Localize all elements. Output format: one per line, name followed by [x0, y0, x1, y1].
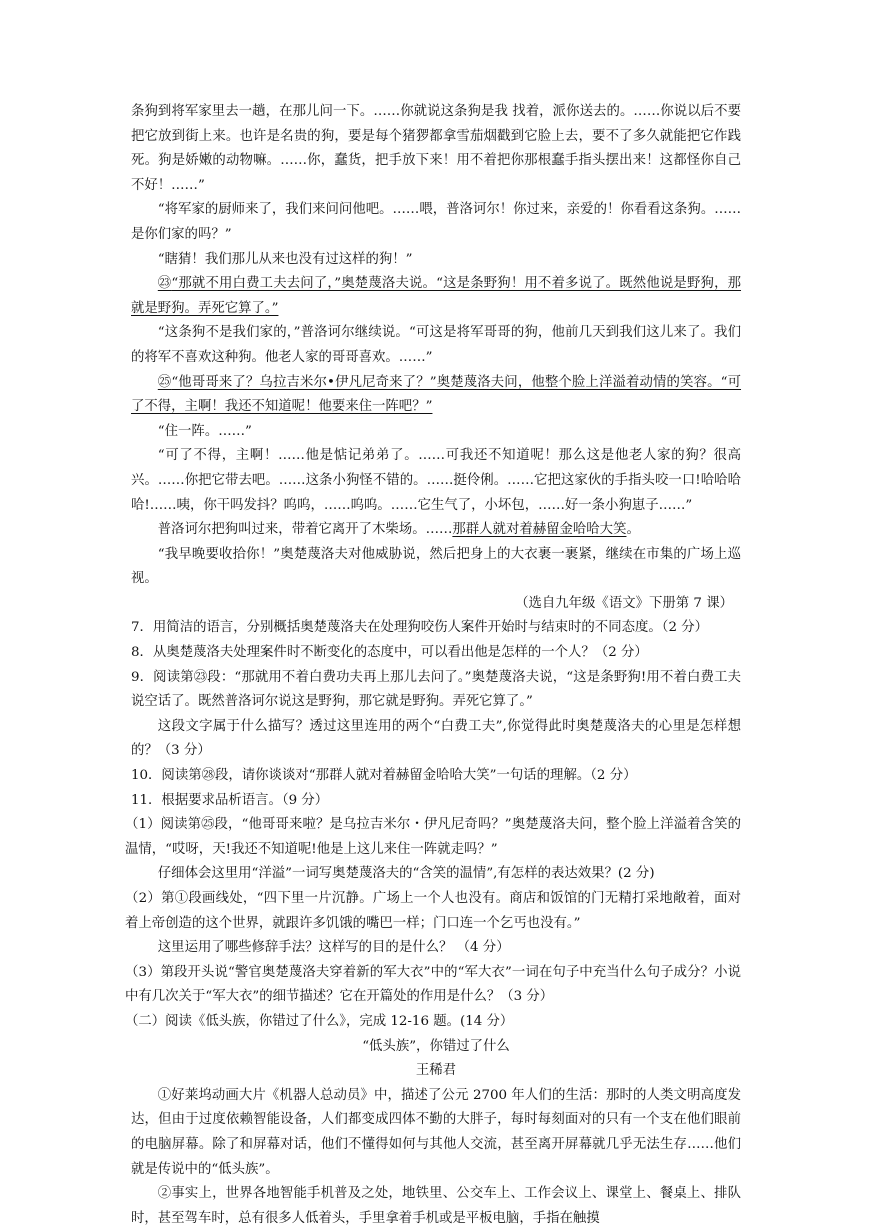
story-paragraph: “这条狗不是我们家的，”普洛诃尔继续说。“可这是将军哥哥的狗，他前几天到我们这儿来了。我们的将军不喜欢这种狗。他老人家的哥哥喜欢。……”	[131, 325, 741, 365]
article-paragraph: ①好莱坞动画大片《机器人总动员》中，描述了公元 2700 年人们的生活：那时的人类文明高度发达，但由于过度依赖智能设备，人们都变成四体不勤的大胖子，每时每刻面对的只有一个支在他们眼前的电脑屏幕。除了和屏幕对话，他们不懂得如何与其他人交流，甚至离开屏幕就几乎无法生存……他们就是传说中的“低头族”。	[131, 1087, 741, 1177]
article-paragraph: ②事实上，世界各地智能手机普及之处，地铁里、公交车上、工作会议上、课堂上、餐桌上、排队时，甚至驾车时，总有很多人低着头，手里拿着手机或是平板电脑，手指在触摸	[131, 1186, 741, 1226]
question-7: 7．用简洁的语言，分别概括奥楚蔑洛夫在处理狗咬伤人案件开始时与结束时的不同态度。（2 分）	[131, 620, 708, 636]
question-11-part-1: （1）阅读第㉕段，“他哥哥来啦？是乌拉吉米尔・伊凡尼奇吗？”奥楚蔑洛夫问，整个脸上洋溢着含笑的温情，“哎呀，天!我还不知道呢!他是上这儿来住一阵就走吗？”	[125, 817, 741, 857]
paragraph-number: ㉕	[157, 374, 172, 390]
question-11-part-1-sub: 仔细体会这里用“洋溢”一词写奥楚蔑洛夫的“含笑的温情”,有怎样的表达效果？(2 分)	[157, 866, 655, 882]
story-text: 普洛诃尔把狗叫过来，带着它离开了木柴场。……	[157, 522, 453, 538]
story-text: 。	[626, 522, 640, 538]
story-paragraph: 条狗到将军家里去一趟，在那儿问一下。……你就说这条狗是我 找着，派你送去的。……你说以后不要把它放到街上来。也许是名贵的狗，要是每个猪猡都拿雪茄烟戳到它脸上去，要不了多久就能把它作践死。狗是娇嫩的动物嘛。……你，蠢货，把手放下来！用不着把你那根蠢手指头摆出来！这都怪你自己不好！……”	[131, 104, 741, 193]
source-note: （选自九年级《语文》下册第 7 课）	[515, 595, 733, 611]
question-8: 8．从奥楚蔑洛夫处理案件时不断变化的态度中，可以看出他是怎样的一个人？（2 分）	[131, 645, 648, 661]
story-paragraph: “瞎猜！我们那儿从来也没有过这样的狗！”	[157, 251, 413, 267]
question-9-sub: 这段文字属于什么描写？透过这里连用的两个“白费工夫”,你觉得此时奥楚蔑洛夫的心里是怎样想的？（3 分）	[131, 718, 741, 759]
article-title: “低头族”，你错过了什么	[362, 1038, 510, 1054]
story-paragraph: “可了不得，主啊！……他是惦记弟弟了。……可我还不知道呢！那么这是他老人家的狗？很高兴。……你把它带去吧。……这条小狗怪不错的。……挺伶俐。……它把这家伙的手指头咬一口!哈哈哈哈!……咦，你干吗发抖？呜呜，……呜呜。……它生气了，小坏包，……好一条小狗崽子……”	[131, 448, 741, 513]
question-11: 11．根据要求品析语言。（9 分）	[131, 792, 329, 808]
question-11-part-2: （2）第①段画线处，“四下里一片沉静。广场上一个人也没有。商店和饭馆的门无精打采地敞着，面对着上帝创造的这个世界，就跟许多饥饿的嘴巴一样；门口连一个乞丐也没有。”	[125, 891, 741, 931]
underlined-sentence: 那群人就对着赫留金哈哈大笑	[452, 522, 627, 538]
question-11-part-2-sub: 这里运用了哪些修辞手法？这样写的目的是什么？ （4 分）	[157, 940, 510, 956]
question-10: 10．阅读第㉘段，请你谈谈对“那群人就对着赫留金哈哈大笑”一句话的理解。（2 分）	[131, 768, 637, 784]
story-paragraph: “住一阵。……”	[157, 423, 252, 439]
story-paragraph-underlined	[131, 272, 741, 321]
question-9: 9．阅读第㉓段：“那就用不着白费功夫再上那儿去问了。”奥楚蔑洛夫说，“这是条野狗!用不着白费工夫说空话了。既然普洛诃尔说这是野狗，那它就是野狗。弄死它算了。”	[131, 669, 741, 710]
paragraph-number: ㉓	[157, 276, 172, 292]
section-heading: （二）阅读《低头族，你错过了什么》，完成 12-16 题。(14 分）	[125, 1013, 514, 1029]
article-author: 王稀君	[415, 1063, 457, 1079]
story-paragraph	[131, 518, 741, 543]
story-paragraph-underlined	[131, 371, 741, 420]
document-page	[125, 100, 742, 1231]
underlined-sentence: “他哥哥来了？乌拉吉米尔•伊凡尼奇来了？”奥楚蔑洛夫问，他整个脸上洋溢着动情的笑容。“可了不得，主啊！我还不知道呢！他要来住一阵吧？”	[131, 374, 742, 415]
underlined-sentence: “那就不用白费工夫去问了，”奥楚蔑洛夫说。“这是条野狗！用不着多说了。既然他说是野狗，那就是野狗。弄死它算了。”	[131, 276, 742, 316]
story-paragraph: “将军家的厨师来了，我们来问问他吧。……喂，普洛诃尔！你过来，亲爱的！你看看这条狗。……是你们家的吗？”	[131, 202, 741, 242]
story-paragraph: “我早晚要收拾你！”奥楚蔑洛夫对他威胁说，然后把身上的大衣裹一裹紧，继续在市集的广场上巡视。	[131, 546, 741, 587]
question-11-part-3: （3）第段开头说“警官奥楚蔑洛夫穿着新的军大衣”中的“军大衣”一词在句子中充当什么句子成分？小说中有几次关于“军大衣”的细节描述？它在开篇处的作用是什么？（3 分）	[125, 964, 741, 1005]
